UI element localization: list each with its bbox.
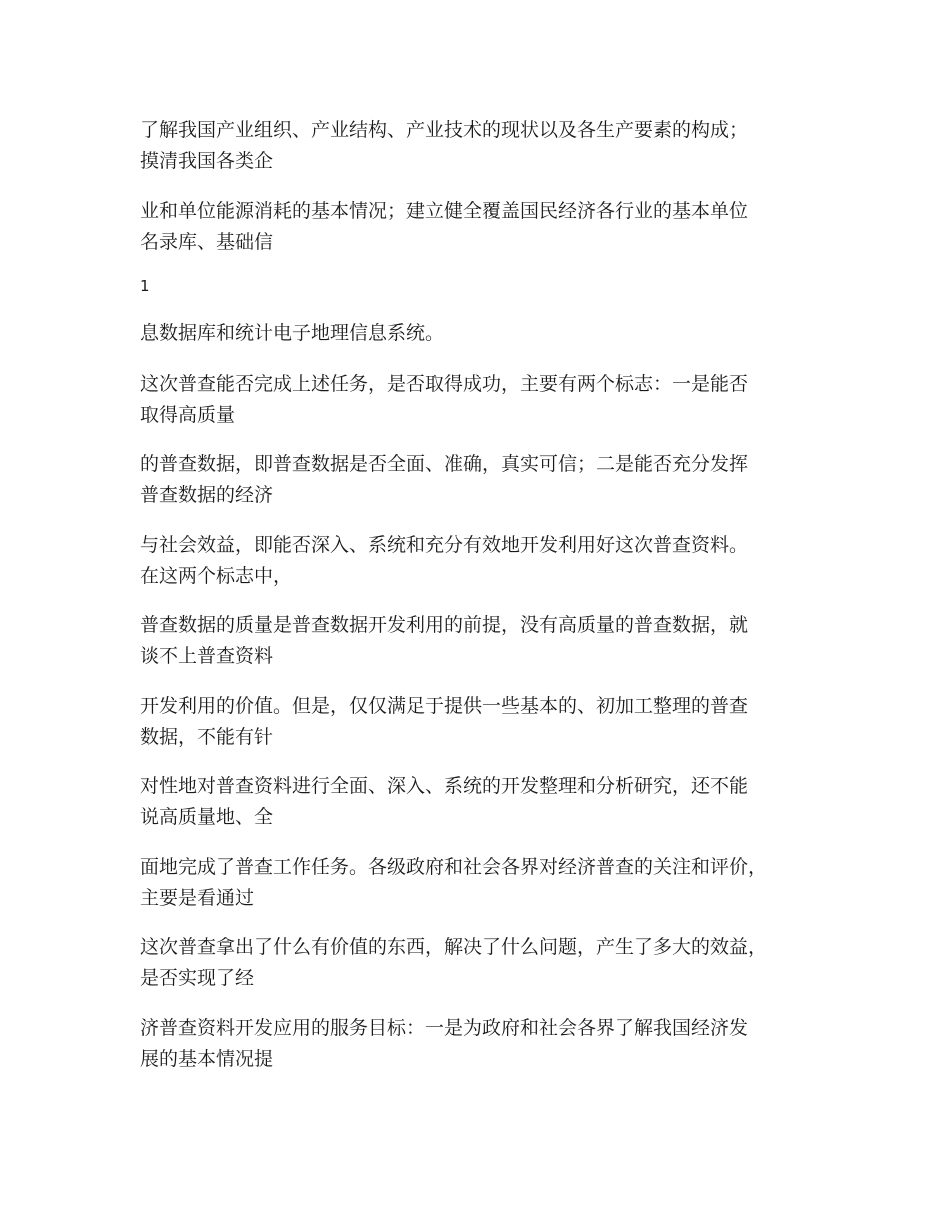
paragraph-9 — [140, 771, 830, 833]
paragraph-2-line-1: 业和单位能源消耗的基本情况；建立健全覆盖国民经济各行业的基本单位 — [140, 200, 749, 222]
paragraph-6 — [140, 530, 830, 592]
paragraph-1-line-2: 摸清我国各类企 — [140, 150, 274, 172]
paragraph-7-line-2: 谈不上普查资料 — [140, 645, 274, 667]
paragraph-11-line-1: 这次普查拿出了什么有价值的东西，解决了什么问题，产生了多大的效益， — [140, 936, 768, 958]
paragraph-9-line-2: 说高质量地、全 — [140, 806, 274, 828]
paragraph-10-line-2: 主要是看通过 — [140, 887, 255, 909]
paragraph-1 — [140, 115, 830, 177]
paragraph-3 — [140, 318, 830, 349]
paragraph-5 — [140, 449, 830, 511]
paragraph-1-line-1: 了解我国产业组织、产业结构、产业技术的现状以及各生产要素的构成； — [140, 119, 749, 141]
paragraph-5-line-2: 普查数据的经济 — [140, 484, 274, 506]
paragraph-4-line-1: 这次普查能否完成上述任务，是否取得成功，主要有两个标志：一是能否 — [140, 373, 749, 395]
paragraph-6-line-2: 在这两个标志中， — [140, 565, 293, 587]
paragraph-5-line-1: 的普查数据，即普查数据是否全面、准确，真实可信；二是能否充分发挥 — [140, 453, 749, 475]
paragraph-9-line-1: 对性地对普查资料进行全面、深入、系统的开发整理和分析研究，还不能 — [140, 775, 749, 797]
paragraph-12 — [140, 1013, 830, 1075]
paragraph-12-line-2: 展的基本情况提 — [140, 1048, 274, 1070]
paragraph-8 — [140, 691, 830, 753]
paragraph-4 — [140, 369, 830, 431]
paragraph-10-line-1: 面地完成了普查工作任务。各级政府和社会各界对经济普查的关注和评价， — [140, 856, 768, 878]
paragraph-7 — [140, 610, 830, 672]
paragraph-6-line-1: 与社会效益，即能否深入、系统和充分有效地开发利用好这次普查资料。 — [140, 534, 749, 556]
paragraph-10 — [140, 852, 830, 914]
paragraph-8-line-1: 开发利用的价值。但是，仅仅满足于提供一些基本的、初加工整理的普查 — [140, 695, 749, 717]
paragraph-8-line-2: 数据，不能有针 — [140, 726, 274, 748]
paragraph-11-line-2: 是否实现了经 — [140, 967, 255, 989]
paragraph-12-line-1: 济普查资料开发应用的服务目标：一是为政府和社会各界了解我国经济发 — [140, 1017, 749, 1039]
paragraph-2-line-2: 名录库、基础信 — [140, 231, 274, 253]
paragraph-3-line-1: 息数据库和统计电子地理信息系统。 — [140, 322, 445, 344]
paragraph-4-line-2: 取得高质量 — [140, 404, 236, 426]
page-number: 1 — [140, 277, 150, 295]
paragraph-11 — [140, 932, 830, 994]
paragraph-2 — [140, 196, 830, 258]
paragraph-7-line-1: 普查数据的质量是普查数据开发利用的前提，没有高质量的普查数据，就 — [140, 614, 749, 636]
